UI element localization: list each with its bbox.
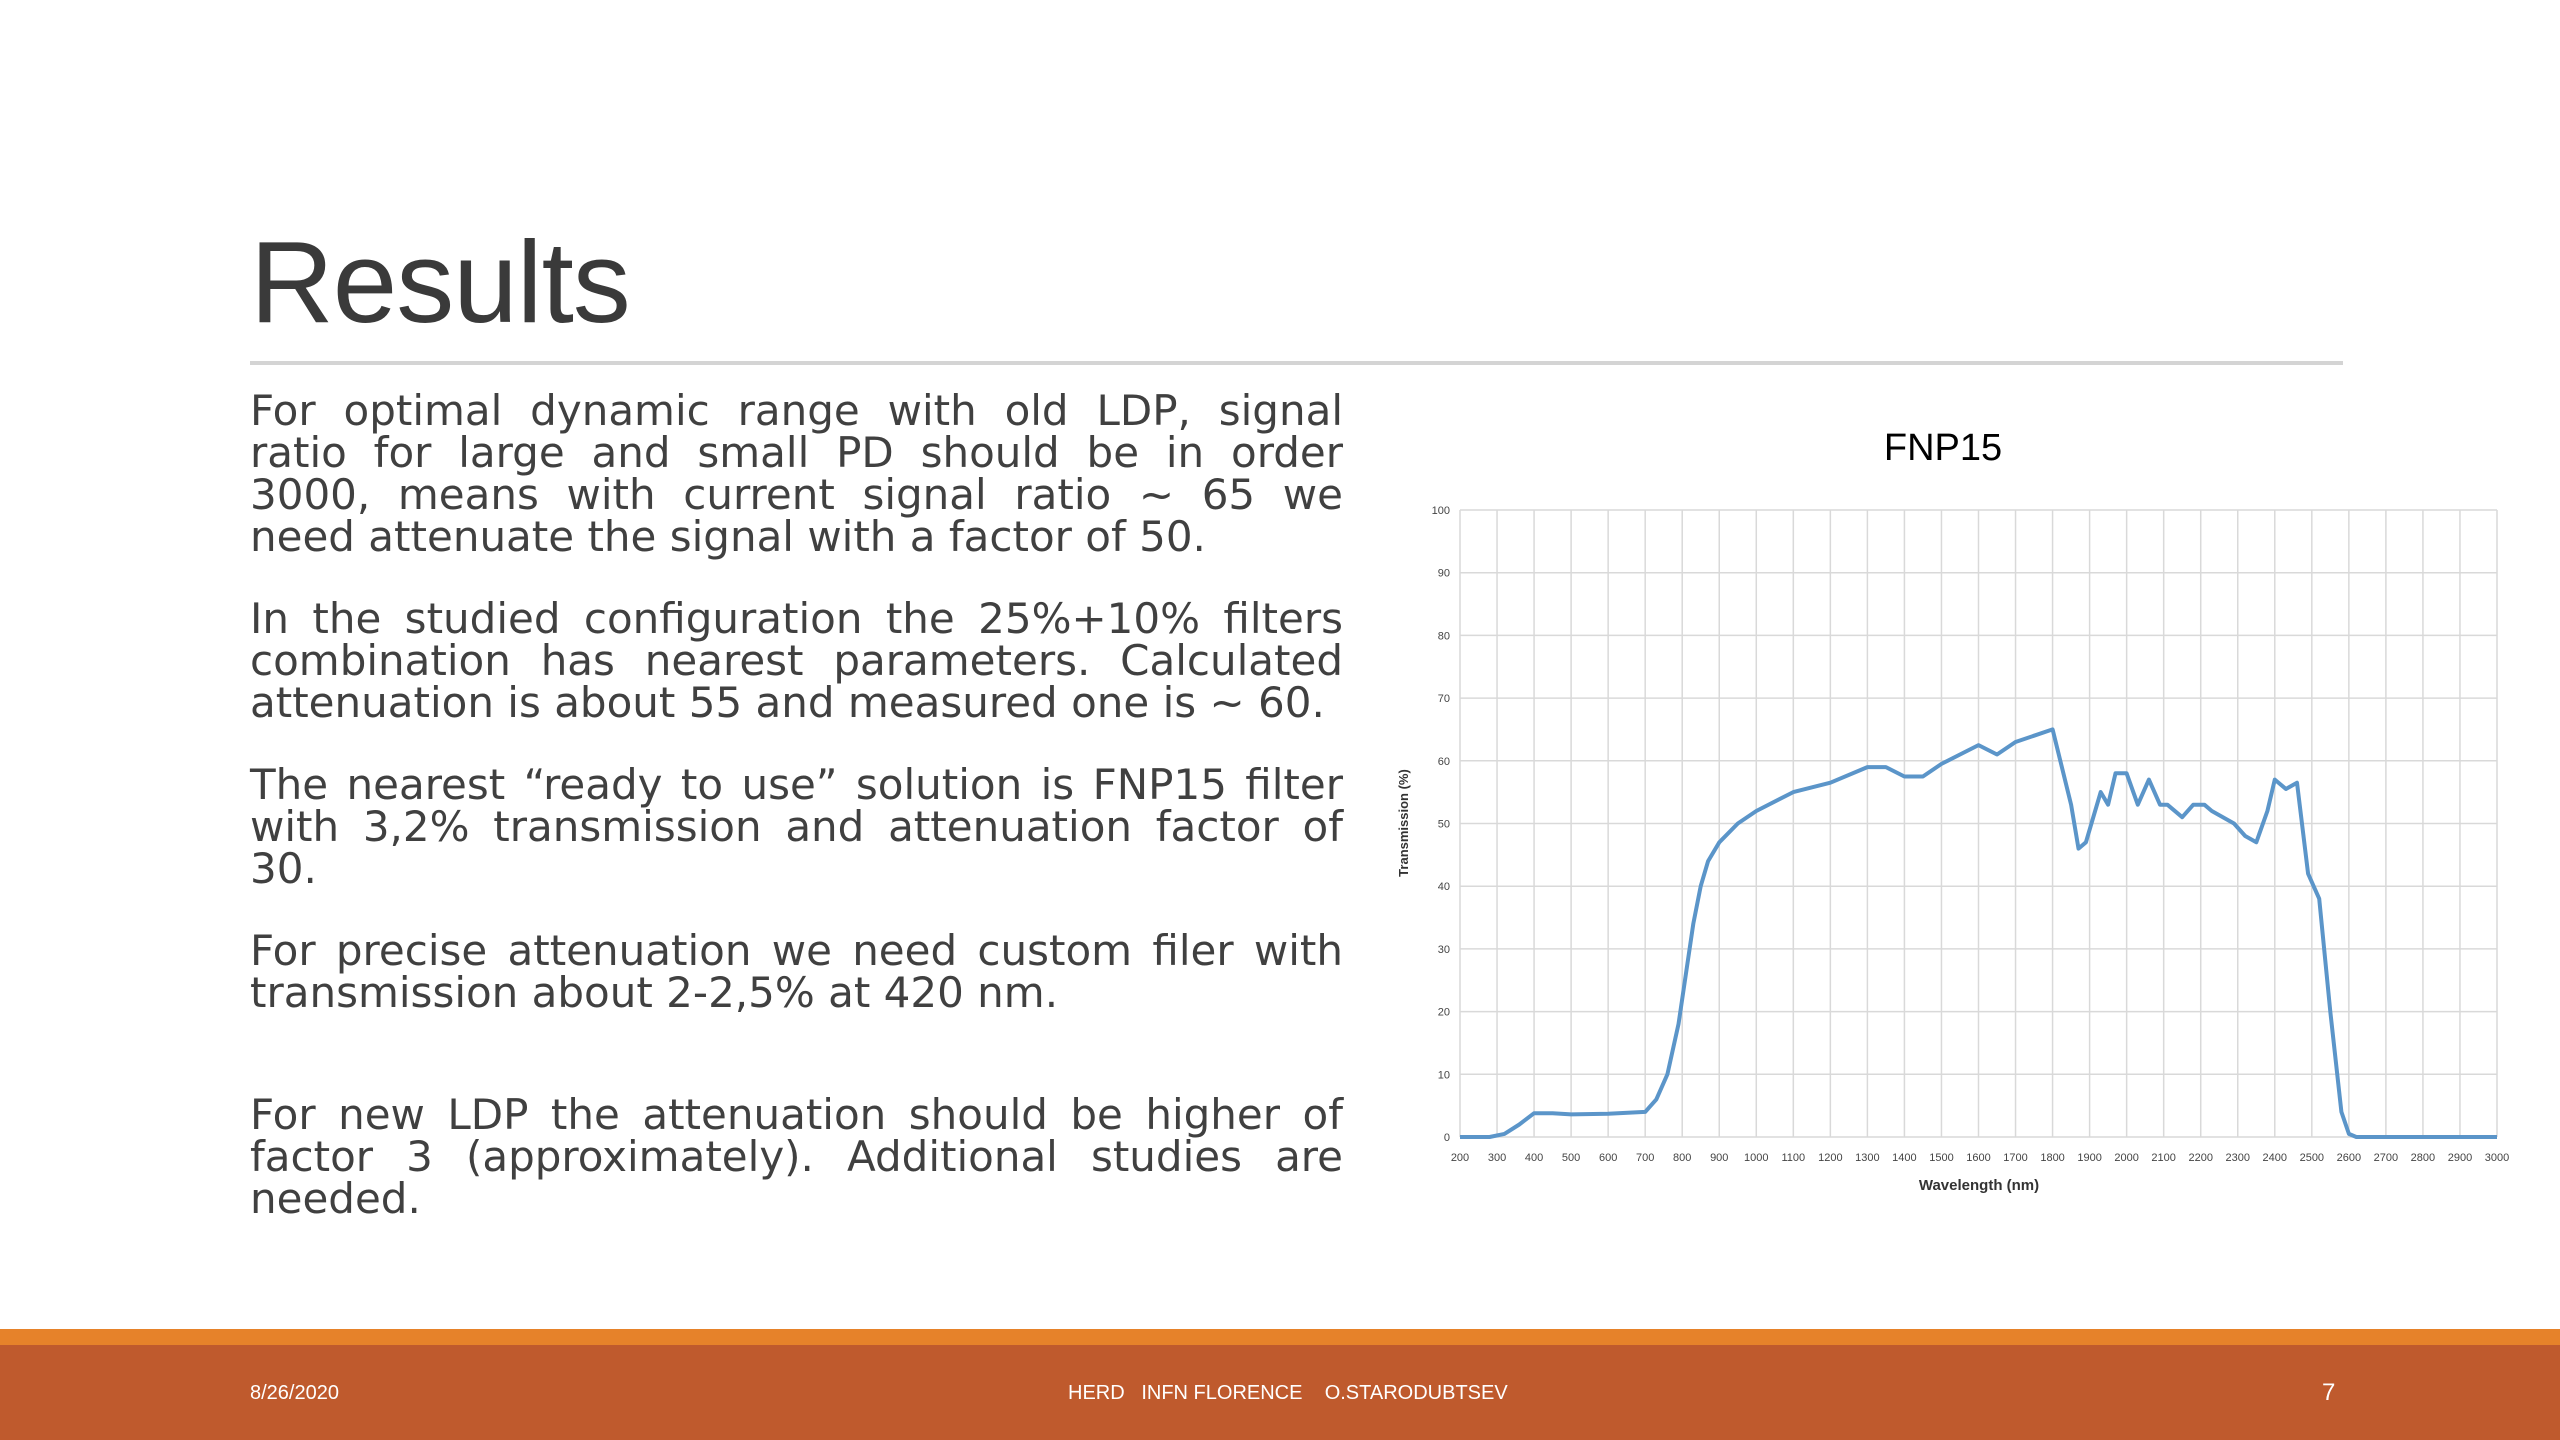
x-tick-label: 1600	[1966, 1152, 1991, 1164]
slide-title: Results	[250, 217, 630, 347]
x-tick-label: 2300	[2225, 1152, 2250, 1164]
x-tick-label: 3000	[2484, 1152, 2510, 1164]
x-tick-label: 300	[1487, 1152, 1507, 1164]
y-tick-label: 90	[1437, 567, 1450, 580]
y-tick-label: 80	[1437, 630, 1450, 643]
slide-body	[250, 386, 1343, 1260]
y-tick-label: 40	[1437, 881, 1450, 894]
x-tick-label: 2200	[2188, 1152, 2213, 1164]
x-tick-label: 1200	[1818, 1152, 1843, 1164]
x-axis-label: Wavelength (nm)	[1918, 1177, 2040, 1194]
footer-center-text: HERD INFN FLORENCE O.STARODUBTSEV	[1068, 1382, 1508, 1404]
x-tick-label: 1500	[1929, 1152, 1954, 1164]
x-tick-label: 400	[1524, 1152, 1544, 1164]
y-tick-label: 50	[1437, 818, 1450, 831]
x-tick-label: 1000	[1744, 1152, 1769, 1164]
transmission-chart	[1390, 410, 2520, 1210]
x-tick-label: 2400	[2262, 1152, 2288, 1164]
x-tick-label: 1900	[2077, 1152, 2102, 1164]
x-tick-label: 1400	[1892, 1152, 1917, 1164]
x-tick-label: 2100	[2151, 1152, 2176, 1164]
x-tick-label: 1800	[2040, 1152, 2065, 1164]
x-tick-label: 2800	[2410, 1152, 2436, 1164]
footer-date: 8/26/2020	[250, 1382, 339, 1404]
chart-title: FNP15	[1883, 427, 2003, 469]
x-tick-label: 500	[1561, 1152, 1581, 1164]
paragraph-dynamic-range: For optimal dynamic range with old LDP, signal ratio for large and small PD should be in order 3000, means with current signal ratio ~ 65 we need attenuate the signal with a factor of 50.	[250, 386, 1343, 561]
x-tick-label: 1700	[2003, 1152, 2028, 1164]
paragraph-precise-attenuation: For precise attenuation we need custom filer with transmission about 2-2,5% at 420 nm.	[250, 926, 1343, 1017]
chart-grid	[1460, 510, 2497, 1137]
x-tick-label: 600	[1598, 1152, 1618, 1164]
page-number: 7	[2322, 1379, 2336, 1406]
y-tick-label: 20	[1437, 1006, 1450, 1019]
x-tick-label: 200	[1450, 1152, 1470, 1164]
y-tick-label: 100	[1431, 505, 1450, 517]
paragraph-studied-configuration: In the studied configuration the 25%+10% filters combination has nearest parameters. Calculated attenuation is about 55 and measured one is ~ 60.	[250, 594, 1343, 727]
x-tick-label: 1100	[1781, 1152, 1806, 1164]
y-tick-label: 30	[1437, 943, 1450, 956]
x-tick-label: 700	[1635, 1152, 1655, 1164]
y-axis-ticks	[1432, 505, 1450, 1144]
y-tick-label: 0	[1443, 1132, 1450, 1144]
x-tick-label: 2500	[2299, 1152, 2325, 1164]
x-tick-label: 2700	[2373, 1152, 2399, 1164]
y-tick-label: 70	[1437, 693, 1450, 706]
paragraph-new-ldp: For new LDP the attenuation should be higher of factor 3 (approximately). Additional studies are needed.	[250, 1090, 1343, 1223]
x-tick-label: 2900	[2447, 1152, 2473, 1164]
x-tick-label: 1300	[1855, 1152, 1880, 1164]
x-tick-label: 2000	[2114, 1152, 2139, 1164]
title-divider	[250, 361, 2343, 365]
x-tick-label: 2600	[2336, 1152, 2362, 1164]
x-tick-label: 900	[1710, 1152, 1729, 1164]
y-tick-label: 10	[1437, 1069, 1450, 1082]
y-axis-label: Transmission (%)	[1396, 769, 1411, 877]
footer-accent-stripe	[0, 1329, 2560, 1345]
y-tick-label: 60	[1437, 755, 1450, 768]
x-tick-label: 800	[1673, 1152, 1692, 1164]
paragraph-ready-solution: The nearest “ready to use” solution is FNP15 filter with 3,2% transmission and attenuation factor of 30.	[250, 760, 1343, 893]
x-axis-ticks	[1451, 1152, 2509, 1164]
